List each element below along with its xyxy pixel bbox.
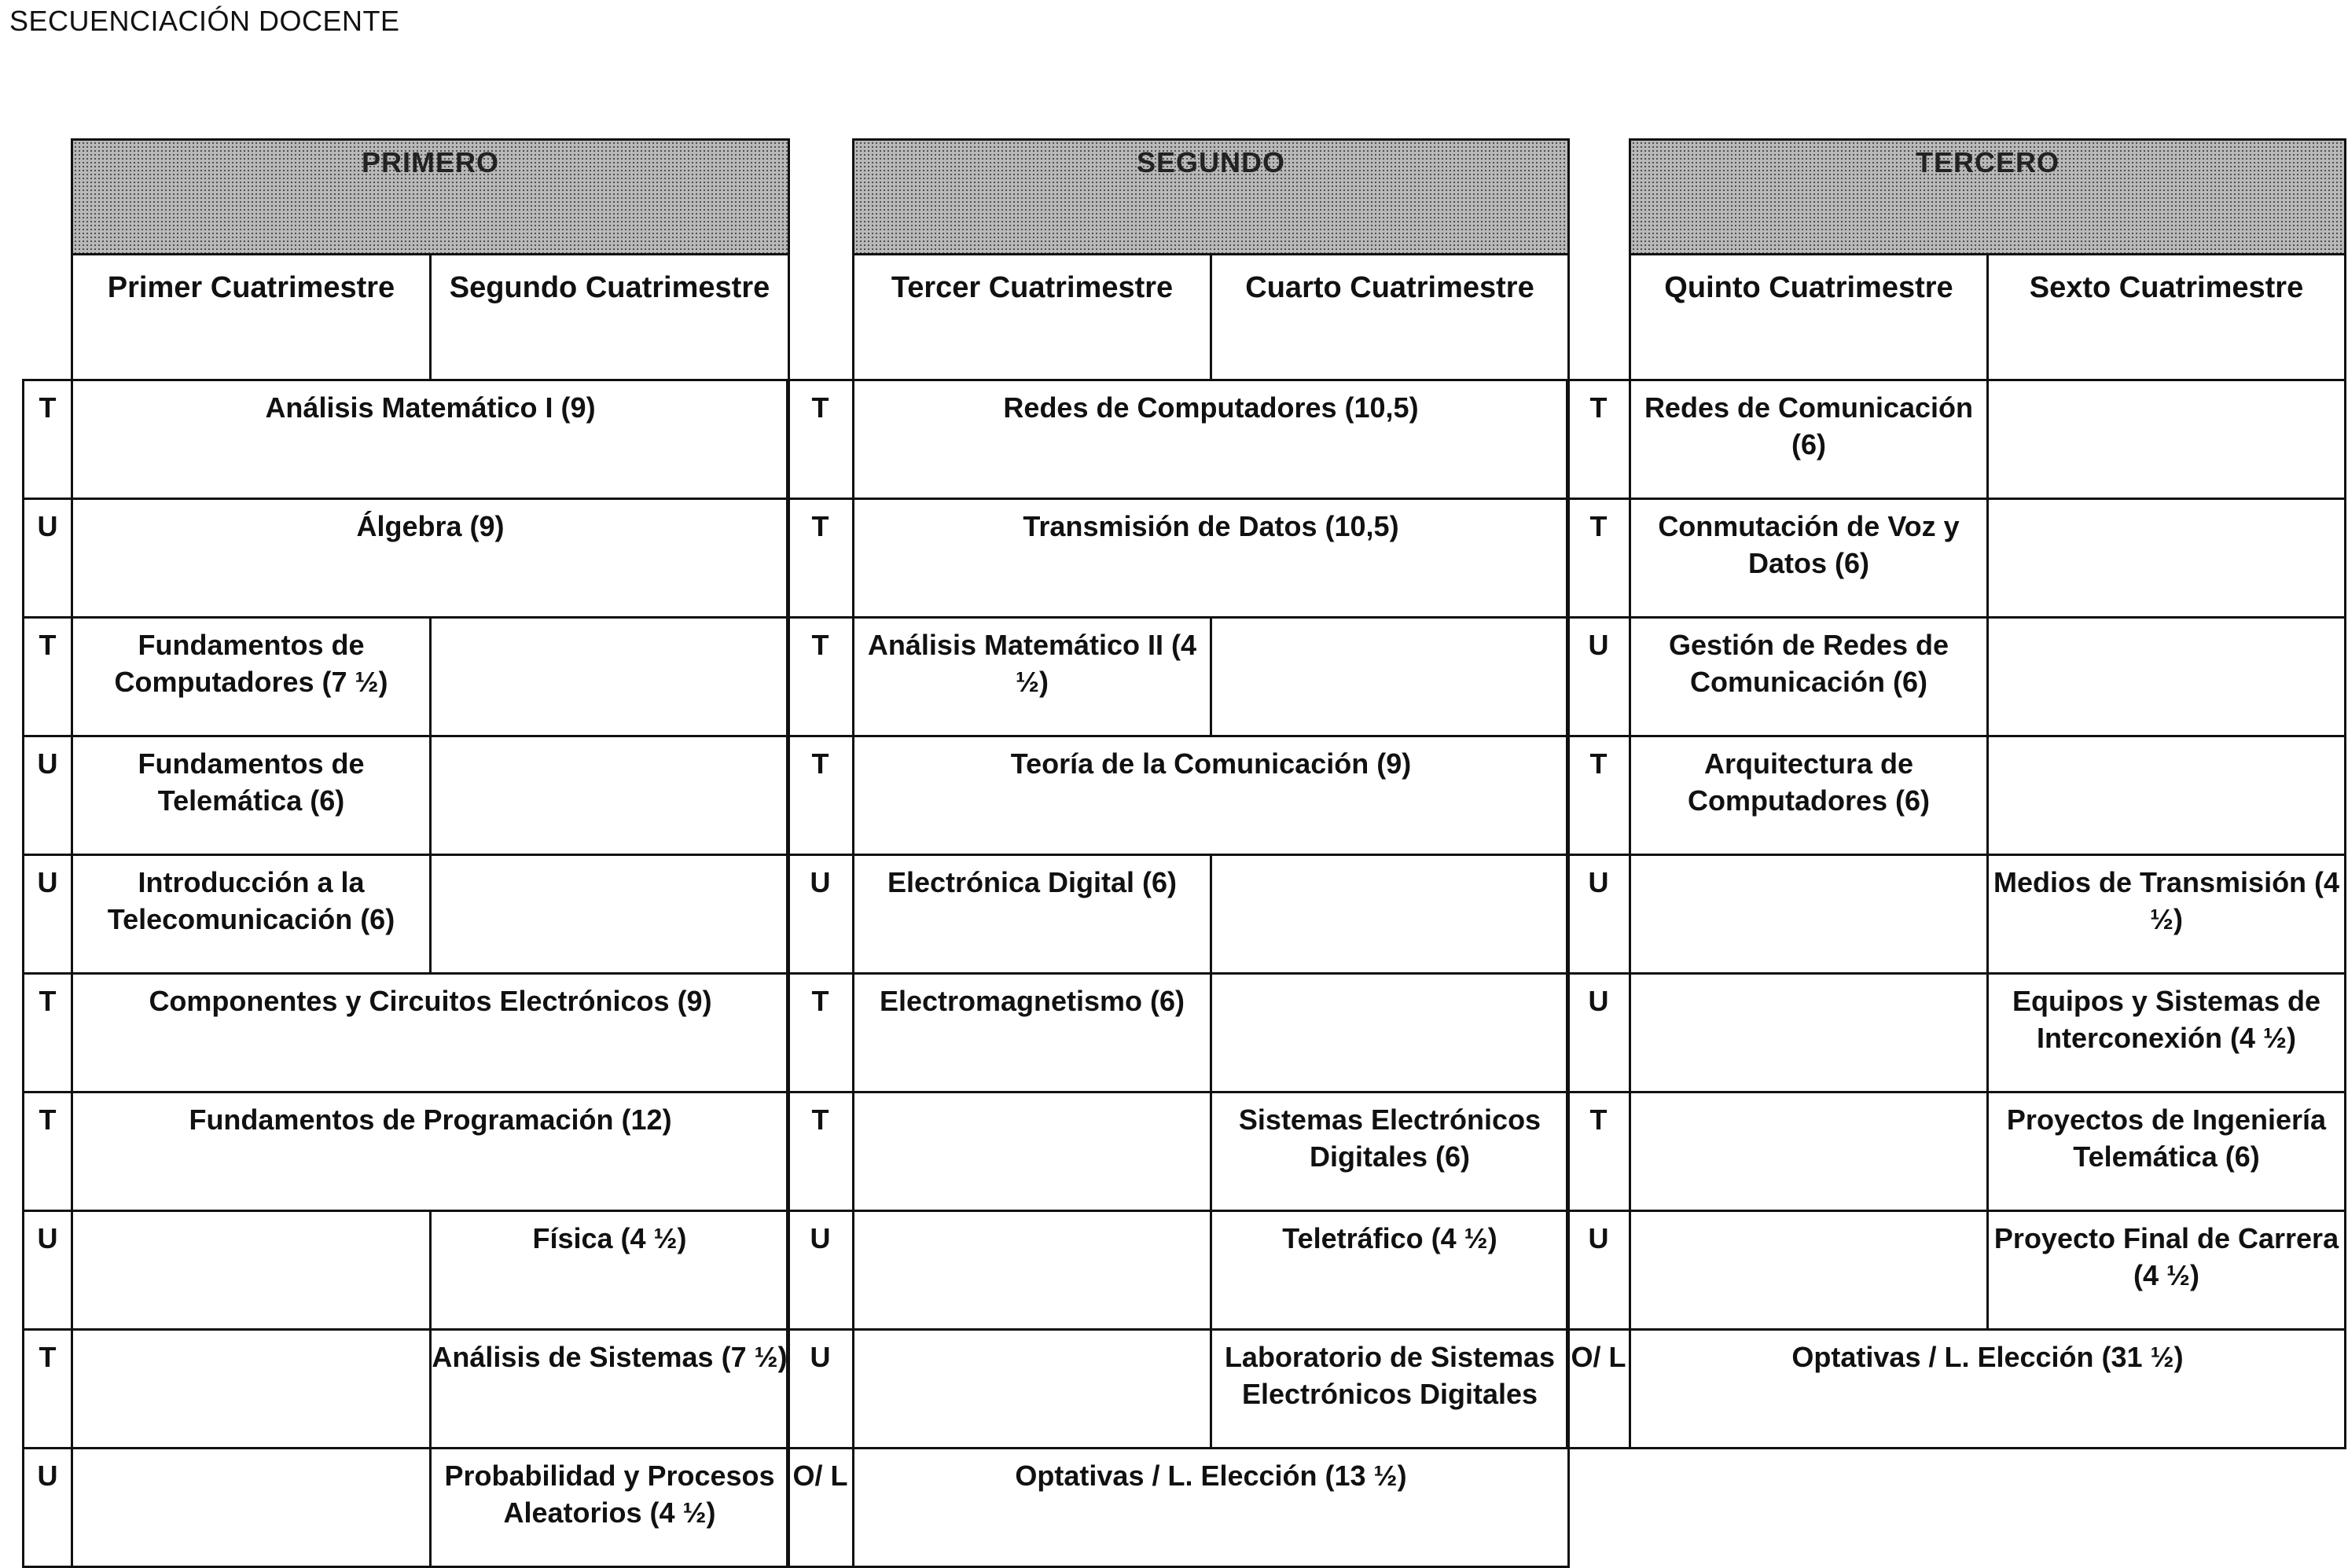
empty-cell — [72, 1211, 431, 1330]
subject-analisis-matematico-1: Análisis Matemático I (9) — [72, 380, 789, 499]
term-header-3: Tercer Cuatrimestre — [854, 255, 1211, 380]
subject-introduccion-telecomunicacion: Introducción a la Telecomunicación (6) — [72, 855, 431, 974]
subject-proyecto-final: Proyecto Final de Carrera (4 ½) — [1988, 1211, 2346, 1330]
subject-type: U — [1567, 1211, 1630, 1330]
subject-type: U — [1567, 618, 1630, 736]
subject-type: T — [788, 736, 854, 855]
subject-teletrafico: Teletráfico (4 ½) — [1211, 1211, 1569, 1330]
subject-fisica: Física (4 ½) — [431, 1211, 789, 1330]
subject-type: O/ L — [788, 1449, 854, 1567]
subject-type: U — [788, 1211, 854, 1330]
subject-type: U — [24, 1211, 72, 1330]
empty-cell — [72, 1449, 431, 1567]
subject-type: O/ L — [1567, 1330, 1630, 1449]
subject-type: T — [1567, 1092, 1630, 1211]
subject-type: U — [24, 1449, 72, 1567]
year-header-primero: PRIMERO — [72, 140, 789, 255]
empty-cell — [854, 1211, 1211, 1330]
year-table-tercero — [1566, 138, 2346, 1449]
term-header-6: Sexto Cuatrimestre — [1988, 255, 2346, 380]
empty-cell — [1988, 499, 2346, 618]
subject-redes-comunicacion: Redes de Comunicación (6) — [1630, 380, 1988, 499]
subject-type: T — [24, 1092, 72, 1211]
subject-arquitectura-computadores: Arquitectura de Computadores (6) — [1630, 736, 1988, 855]
subject-type: T — [24, 380, 72, 499]
subject-componentes-circuitos: Componentes y Circuitos Electrónicos (9) — [72, 974, 789, 1092]
year-table-primero — [22, 138, 790, 1568]
page-title: SECUENCIACIÓN DOCENTE — [9, 5, 400, 37]
subject-type: T — [788, 618, 854, 736]
empty-cell — [854, 1092, 1211, 1211]
term-header-1: Primer Cuatrimestre — [72, 255, 431, 380]
subject-optativas-tercero: Optativas / L. Elección (31 ½) — [1630, 1330, 2346, 1449]
subject-conmutacion-voz-datos: Conmutación de Voz y Datos (6) — [1630, 499, 1988, 618]
empty-cell — [1988, 736, 2346, 855]
subject-type: T — [24, 974, 72, 1092]
empty-cell — [1211, 974, 1569, 1092]
subject-type: U — [788, 1330, 854, 1449]
empty-cell — [72, 1330, 431, 1449]
subject-fundamentos-programacion: Fundamentos de Programación (12) — [72, 1092, 789, 1211]
empty-cell — [431, 855, 789, 974]
subject-electronica-digital: Electrónica Digital (6) — [854, 855, 1211, 974]
empty-cell — [1630, 1211, 1988, 1330]
subject-gestion-redes: Gestión de Redes de Comunicación (6) — [1630, 618, 1988, 736]
year-table-segundo — [786, 138, 1570, 1568]
subject-algebra: Álgebra (9) — [72, 499, 789, 618]
subject-analisis-matematico-2: Análisis Matemático II (4 ½) — [854, 618, 1211, 736]
subject-fundamentos-computadores: Fundamentos de Computadores (7 ½) — [72, 618, 431, 736]
empty-cell — [1211, 855, 1569, 974]
subject-type: U — [1567, 974, 1630, 1092]
subject-type: T — [24, 1330, 72, 1449]
empty-cell — [854, 1330, 1211, 1449]
subject-laboratorio-sed: Laboratorio de Sistemas Electrónicos Digitales — [1211, 1330, 1569, 1449]
subject-type: U — [788, 855, 854, 974]
subject-type: U — [24, 855, 72, 974]
subject-sistemas-electronicos-digitales: Sistemas Electrónicos Digitales (6) — [1211, 1092, 1569, 1211]
subject-type: T — [1567, 380, 1630, 499]
subject-redes-computadores: Redes de Computadores (10,5) — [854, 380, 1569, 499]
subject-optativas-segundo: Optativas / L. Elección (13 ½) — [854, 1449, 1569, 1567]
year-header-tercero: TERCERO — [1630, 140, 2346, 255]
empty-cell — [1630, 1092, 1988, 1211]
subject-equipos-interconexion: Equipos y Sistemas de Interconexión (4 ½) — [1988, 974, 2346, 1092]
term-header-2: Segundo Cuatrimestre — [431, 255, 789, 380]
year-header-segundo: SEGUNDO — [854, 140, 1569, 255]
subject-type: T — [788, 1092, 854, 1211]
subject-probabilidad-procesos: Probabilidad y Procesos Aleatorios (4 ½) — [431, 1449, 789, 1567]
subject-fundamentos-telematica: Fundamentos de Telemática (6) — [72, 736, 431, 855]
empty-cell — [1630, 855, 1988, 974]
subject-type: U — [1567, 855, 1630, 974]
subject-type: T — [1567, 499, 1630, 618]
subject-type: T — [788, 974, 854, 1092]
subject-type: T — [788, 380, 854, 499]
subject-electromagnetismo: Electromagnetismo (6) — [854, 974, 1211, 1092]
term-header-5: Quinto Cuatrimestre — [1630, 255, 1988, 380]
empty-cell — [1630, 974, 1988, 1092]
subject-type: U — [24, 499, 72, 618]
subject-teoria-comunicacion: Teoría de la Comunicación (9) — [854, 736, 1569, 855]
empty-cell — [1211, 618, 1569, 736]
subject-type: T — [24, 618, 72, 736]
empty-cell — [431, 736, 789, 855]
empty-cell — [431, 618, 789, 736]
subject-type: T — [1567, 736, 1630, 855]
subject-transmision-datos: Transmisión de Datos (10,5) — [854, 499, 1569, 618]
subject-type: T — [788, 499, 854, 618]
empty-cell — [1988, 618, 2346, 736]
subject-medios-transmision: Medios de Transmisión (4 ½) — [1988, 855, 2346, 974]
term-header-4: Cuarto Cuatrimestre — [1211, 255, 1569, 380]
subject-type: U — [24, 736, 72, 855]
subject-analisis-sistemas: Análisis de Sistemas (7 ½) — [431, 1330, 789, 1449]
empty-cell — [1988, 380, 2346, 499]
subject-proyectos-ingenieria: Proyectos de Ingeniería Telemática (6) — [1988, 1092, 2346, 1211]
